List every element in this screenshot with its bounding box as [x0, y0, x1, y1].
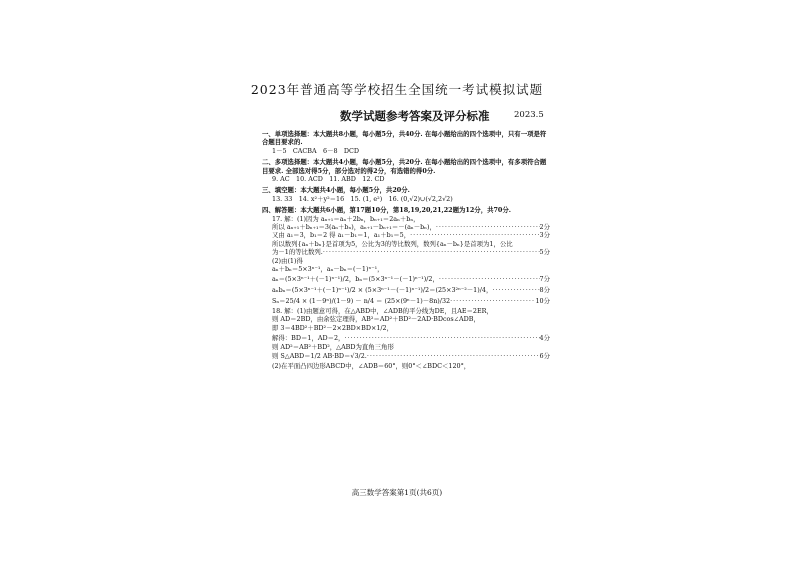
q17-line-8-score: 7分 — [539, 274, 550, 283]
q17-line-10-score: 10分 — [535, 296, 550, 305]
leader-dots — [439, 274, 540, 285]
leader-dots — [436, 223, 540, 231]
q18-line-6 — [262, 351, 550, 362]
q17-line-10-text: Sₙ＝25/4 × (1－9ⁿ)/(1－9) － n/4 ＝ (25×(9ⁿ－1)－8n)/32 — [272, 296, 451, 305]
leader-dots — [450, 296, 535, 307]
q18-line-5: 则 AD²＝AB²＋BD²，△ABD为直角三角形 — [272, 342, 394, 351]
q18-line-4-text: 解得：BD＝1，AD＝2， — [272, 334, 345, 343]
q17-line-9 — [262, 285, 550, 296]
q17-line-9-text: aₙbₙ＝(5×3ⁿ⁻¹＋(－1)ⁿ⁻¹)/2 × (5×3ⁿ⁻¹－(－1)ⁿ⁻¹)/2＝(25×3²ⁿ⁻²－1)/4， — [272, 285, 493, 294]
exam-title: 2023年普通高等学校招生全国统一考试模拟试题 — [250, 82, 544, 97]
section-multi-choice-title: 二、多项选择题：本大题共4小题，每小题5分，共20分. 在每小题给出的四个选项中，有多项符合题目要求. 全部选对得5分，部分选对的得2分，有选错的得0分. — [262, 158, 547, 175]
q18-line-3: 即 3＝4BD²＋BD²－2×2BD×BD×1/2， — [272, 324, 394, 333]
leader-dots — [492, 285, 539, 296]
q17-line-10 — [262, 296, 550, 307]
q17-line-8-text: aₙ＝(5×3ⁿ⁻¹＋(－1)ⁿ⁻¹)/2，bₙ＝(5×3ⁿ⁻¹－(－1)ⁿ⁻¹)/2， — [272, 274, 439, 283]
q18-line-6-text: 则 S△ABD＝1/2 AB·BD＝√3/2. — [272, 352, 367, 361]
q17-line-5-score: 5分 — [539, 248, 550, 257]
q18-line-7: (2)在平面凸四边形ABCD中，∠ADB＝60°，则0°＜∠BDC＜120°， — [272, 362, 471, 371]
q18-line-4 — [262, 334, 550, 342]
leader-dots — [323, 248, 540, 256]
section-fill-blank-title: 三、填空题：本大题共4小题，每小题5分，共20分. — [262, 186, 410, 195]
q17-line-6: (2)由(1)得 — [272, 256, 303, 265]
leader-dots — [344, 334, 539, 342]
answer-key-subtitle: 数学试题参考答案及评分标准 — [340, 109, 490, 123]
q17-line-7: aₙ＋bₙ＝5×3ⁿ⁻¹，aₙ－bₙ＝(－1)ⁿ⁻¹， — [272, 265, 384, 274]
page-footer: 高三数学答案第1页(共6页) — [351, 488, 443, 497]
q17-line-9-score: 8分 — [539, 285, 550, 294]
q17-line-4: 所以数列{aₙ＋bₙ}是首项为5，公比为3的等比数列，数列{aₙ－bₙ}是首项为1，公比 — [272, 239, 513, 248]
section-solutions-title: 四、解答题：本大题共6小题，第17题10分，第18,19,20,21,22题为12分，共70分. — [262, 206, 511, 215]
q17-line-2-score: 2分 — [539, 223, 550, 232]
section-fill-blank-answers: 13. 33 14. x²＋y²＝16 15. (1, e²) 16. (0,√2)∪(√2,2√2) — [272, 194, 453, 203]
q17-line-3-text: 又由 a₁＝3，b₁＝2 得 a₁－b₁＝1，a₁＋b₁＝5， — [272, 231, 411, 240]
q18-line-2: 则 AD＝2BD，由余弦定理得，AB²＝AD²＋BD²－2AD·BDcos∠ADB， — [272, 314, 480, 323]
leader-dots — [367, 351, 540, 362]
answer-body — [262, 130, 550, 371]
q17-line-8 — [262, 274, 550, 285]
exam-date: 2023.5 — [514, 110, 544, 120]
q18-line-4-score: 4分 — [539, 334, 550, 343]
q17-line-1: 17. 解：(1)因为 aₙ₊₁＝aₙ＋2bₙ，bₙ₊₁＝2aₙ＋bₙ， — [272, 214, 420, 223]
q17-line-5 — [262, 248, 550, 256]
q17-line-3 — [262, 231, 550, 239]
section-single-choice-answers: 1－5 CACBA 6－8 DCD — [272, 146, 360, 155]
section-multi-choice-answers: 9. AC 10. ACD 11. ABD 12. CD — [272, 175, 385, 184]
section-single-choice-title: 一、单项选择题：本大题共8小题，每小题5分，共40分. 在每小题给出的四个选项中，只有一项是符合题目要求的. — [262, 130, 547, 147]
q17-line-3-score: 3分 — [539, 231, 550, 240]
q18-line-6-score: 6分 — [539, 352, 550, 361]
q17-line-2-text: 所以 aₙ₊₁＋bₙ₊₁＝3(aₙ＋bₙ)，aₙ₊₁－bₙ₊₁＝－(aₙ－bₙ)， — [272, 223, 436, 232]
q18-line-1: 18. 解：(1)由题意可得，在△ABD中，∠ADB的平分线为DE，且AE＝2ER， — [272, 306, 493, 315]
q17-line-5-text: 为－1的等比数列. — [272, 248, 323, 257]
leader-dots — [410, 231, 539, 239]
